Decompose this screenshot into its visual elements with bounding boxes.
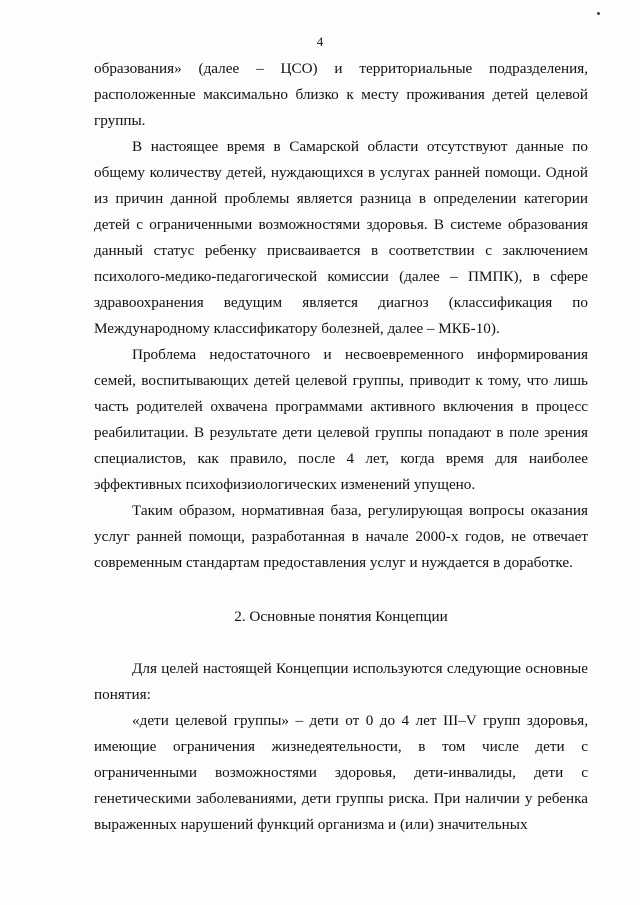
scan-mark xyxy=(597,12,600,15)
paragraph-definition-target-group: «дети целевой группы» – дети от 0 до 4 лет III–V групп здоровья, имеющие ограничения жизнедеятельности, в том числе дети с ограниченными возможностями здоровья, дети-инвалиды, дети с генетическими заболеваниями, дети группы риска. При наличии у ребенка выраженных нарушений функций организма и (или) значительных xyxy=(94,712,588,833)
page-number: 4 xyxy=(316,34,324,49)
paragraph-intro-continuation: образования» (далее – ЦСО) и территориальные подразделения, расположенные максимально близко к месту проживания детей целевой группы. xyxy=(94,60,588,129)
section-heading: 2. Основные понятия Концепции xyxy=(234,608,448,625)
paragraph-conclusion: Таким образом, нормативная база, регулирующая вопросы оказания услуг ранней помощи, разработанная в начале 2000-х годов, не отвечает современным стандартам предоставления услуг и нуждается в доработке. xyxy=(94,502,588,571)
paragraph-problem-informing: Проблема недостаточного и несвоевременного информирования семей, воспитывающих детей целевой группы, приводит к тому, что лишь часть родителей охвачена программами активного включения в процесс реабилитации. В результате дети целевой группы попадают в поле зрения специалистов, как правило, после 4 лет, когда время для наиболее эффективных психофизиологических изменений упущено. xyxy=(94,346,588,493)
paragraph-problem-data: В настоящее время в Самарской области отсутствуют данные по общему количеству детей, нуждающихся в услугах ранней помощи. Одной из причин данной проблемы является разница в определении категории детей с ограниченными возможностями здоровья. В системе образования данный статус ребенку присваивается в соответствии с заключением психолого-медико-педагогической комиссии (далее – ПМПК), в сфере здравоохранения ведущим является диагноз (классификация по Международному классификатору болезней, далее – МКБ-10). xyxy=(94,138,588,337)
paragraph-definitions-intro: Для целей настоящей Концепции используются следующие основные понятия: xyxy=(94,660,588,703)
document-body xyxy=(94,56,588,838)
